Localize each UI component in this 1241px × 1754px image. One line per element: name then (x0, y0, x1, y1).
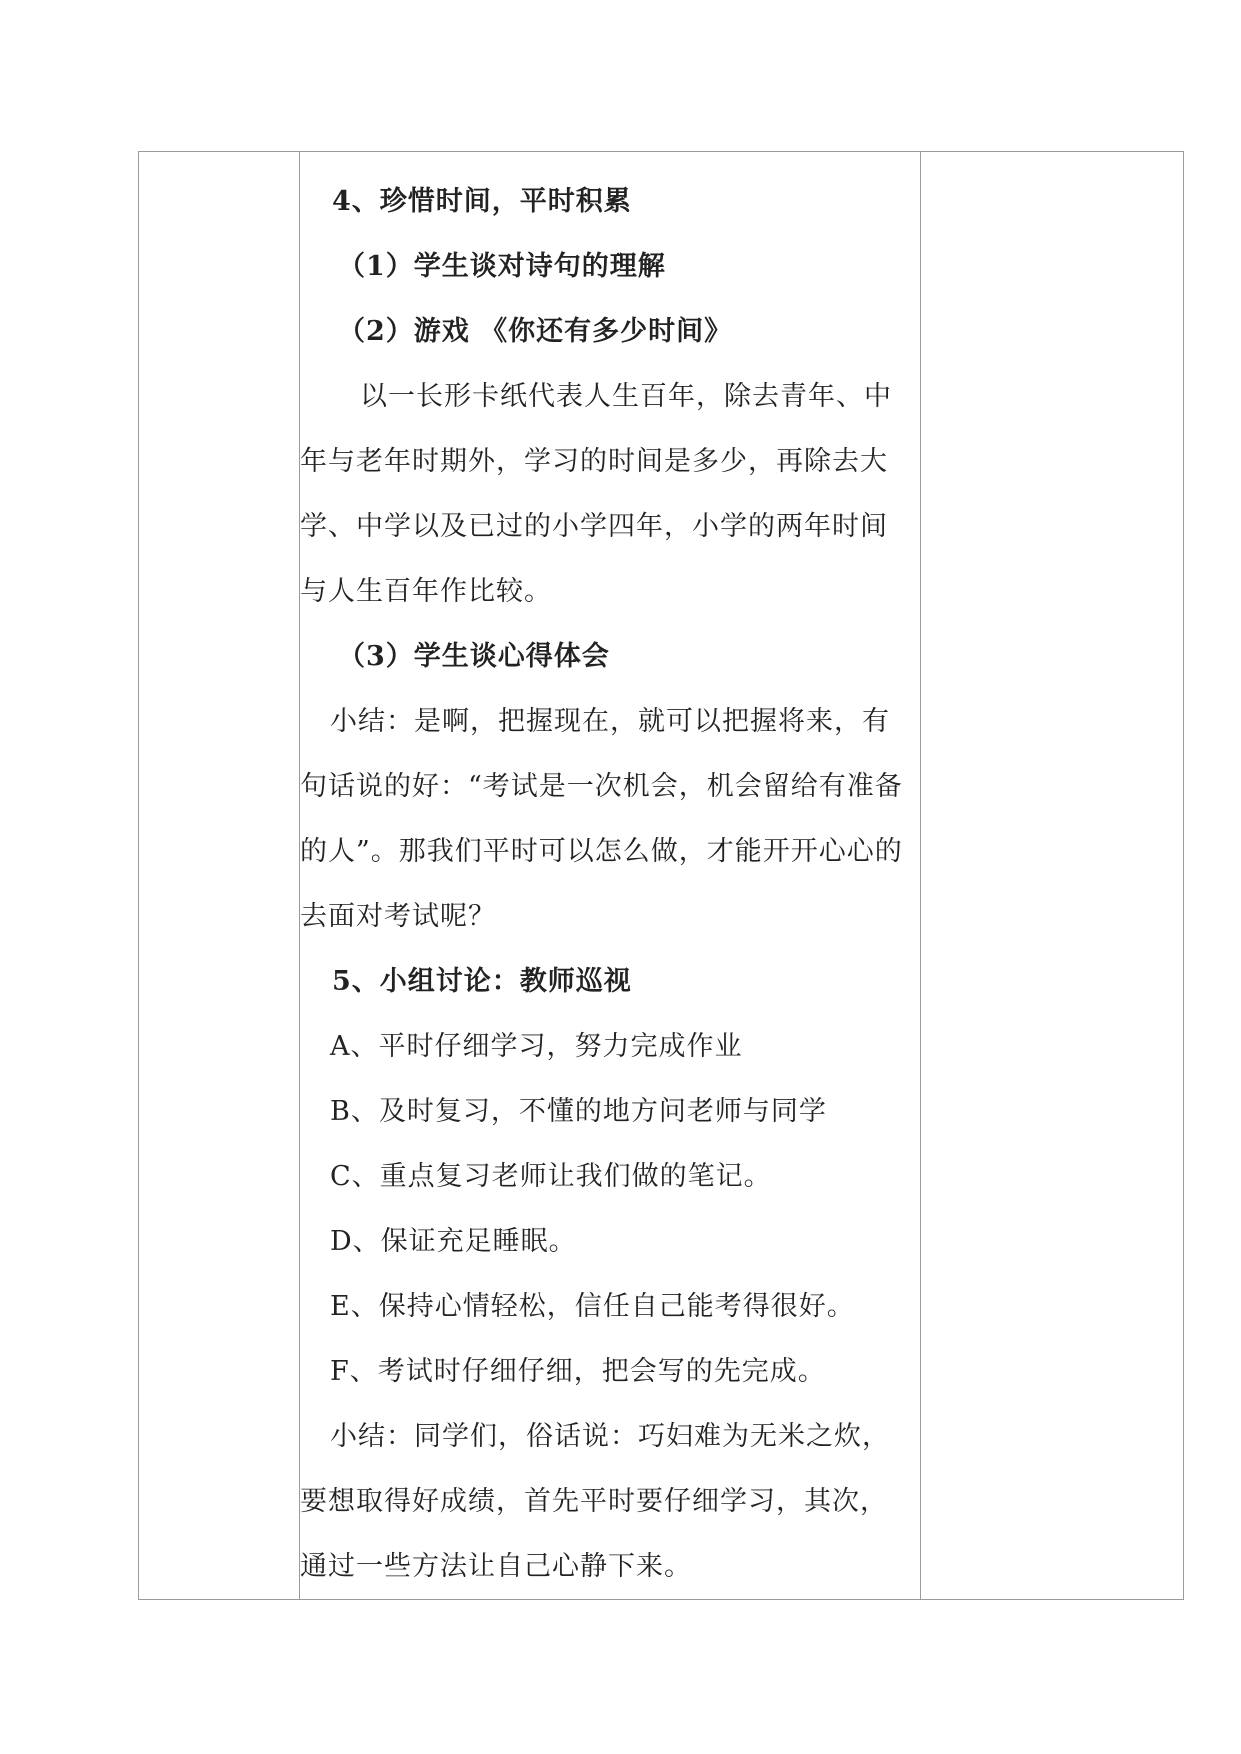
list-item: D、保证充足睡眠。 (330, 1226, 577, 1257)
paragraph-line: 去面对考试呢？ (300, 901, 496, 932)
paragraph-line: 要想取得好成绩，首先平时要仔细学习，其次， (300, 1486, 888, 1517)
list-item: E、保持心情轻松，信任自己能考得很好。 (330, 1291, 855, 1322)
paragraph-line: 的人”。那我们平时可以怎么做，才能开开心心的 (300, 836, 903, 867)
table-row (139, 152, 1184, 1600)
left-empty-cell (139, 152, 300, 1600)
paragraph-line: 小结：是啊，把握现在，就可以把握将来，有 (330, 706, 890, 737)
paragraph-line: 小结：同学们，俗话说：巧妇难为无米之炊， (330, 1421, 890, 1452)
right-empty-cell (921, 152, 1184, 1600)
sub-heading: （2）游戏 《你还有多少时间》 (338, 316, 733, 347)
paragraph-line: 以一长形卡纸代表人生百年，除去青年、中 (360, 381, 892, 412)
paragraph-line: 年与老年时期外，学习的时间是多少，再除去大 (300, 446, 888, 477)
lesson-plan-table (138, 151, 1184, 1600)
sub-heading: （3）学生谈心得体会 (338, 641, 610, 672)
sub-heading: （1）学生谈对诗句的理解 (338, 251, 666, 282)
section-heading: 5、小组讨论：教师巡视 (332, 966, 632, 997)
content-cell (300, 152, 921, 1600)
paragraph-line: 学、中学以及已过的小学四年，小学的两年时间 (300, 511, 888, 542)
list-item: F、考试时仔细仔细，把会写的先完成。 (330, 1356, 826, 1387)
list-item: B、及时复习，不懂的地方问老师与同学 (330, 1096, 827, 1127)
section-heading: 4、珍惜时间，平时积累 (332, 186, 632, 217)
content-text (300, 152, 920, 1599)
paragraph-line: 通过一些方法让自己心静下来。 (300, 1551, 692, 1582)
paragraph-line: 句话说的好：“考试是一次机会，机会留给有准备 (300, 771, 903, 802)
paragraph-line: 与人生百年作比较。 (300, 576, 552, 607)
list-item: C、重点复习老师让我们做的笔记。 (330, 1161, 772, 1192)
list-item: A、平时仔细学习，努力完成作业 (330, 1031, 743, 1062)
